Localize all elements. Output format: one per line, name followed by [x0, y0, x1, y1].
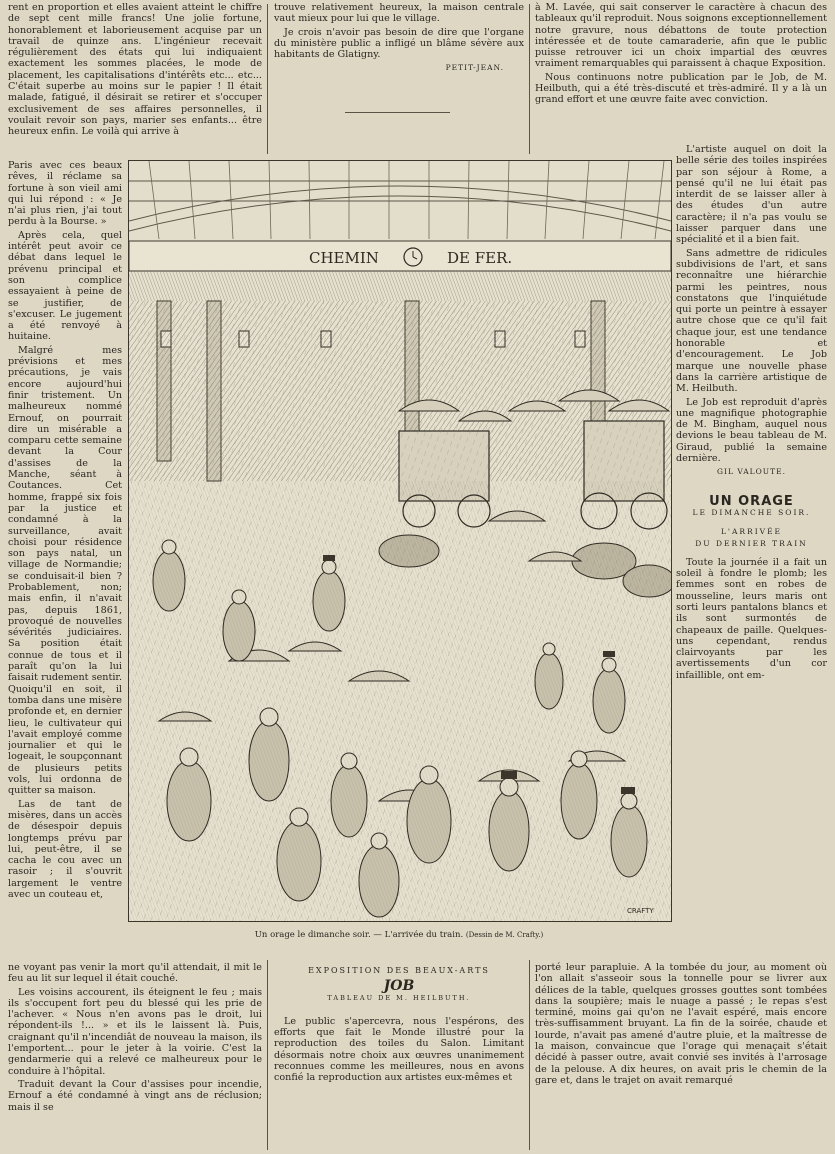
paragraph: Sans admettre de ridicules subdivisions de l'art, et sans reconnaître une hiérarchie parmi les peintres, nous constatons que l'inquiétude qui porte un peintre à essayer autre chose que ce qu'il fait chaque jour, est une tendance honorable et d'encouragement. Le Job marque une nouvelle phase dans la carrière artistique de M. Heilbuth.	[676, 247, 827, 395]
paragraph: ne voyant pas venir la mort qu'il attendait, il mit le feu au lit sur lequel il était couché.	[8, 962, 262, 985]
article-title: JOB	[383, 978, 415, 995]
paragraph: Las de tant de misères, dans un accès de désespoir depuis longtemps prévu par lui, peut-être, il se cacha le cou avec un rasoir ; il s'ouvrit largement le ventre avec un couteau et,	[8, 798, 122, 900]
left-column-narrow	[8, 160, 122, 956]
paragraph: Le Job est reproduit d'après une magnifique photographie de M. Bingham, auquel nous devions le beau tableau de M. Giraud, publié la semaine dernière.	[676, 396, 827, 465]
article-subtitle: L'ARRIVÉE	[720, 527, 783, 537]
illustration-caption	[128, 930, 670, 940]
column-rule-right	[529, 4, 530, 154]
ornament-rule	[345, 112, 450, 113]
station-crowd-engraving	[129, 161, 671, 921]
paragraph: porté leur parapluie. A la tombée du jour, au moment où l'on allait s'asseoir sous la tonnelle pour se livrer aux délices de la table, quelques grosses gouttes sont tombées dans la soupière; mais le nuage a passé ; le repas s'est terminé, moins gai qu'on ne l'avait espéré, mais encore très-suffisamment bruyant. La fin de la soirée, chaude et lourde, n'avait pas amené d'autre pluie, et la maîtresse de la maison, convaincue que l'orage qui menaçait s'était décidé à passer outre, avait convié ses invités à l'arrosage de la pelouse. A dix heures, on avait pris le chemin de la gare et, dans le trajet on avait remarqué	[535, 962, 827, 1086]
sign-text-left: CHEMIN	[309, 249, 379, 267]
paragraph: L'artiste auquel on doit la belle série des toiles inspirées par son séjour à Rome, a pensé qu'il ne lui était pas interdit de se laisser aller à des études d'un autre caractère; il n'a pas voulu se laisser parquer dans une spécialité et il a bien fait.	[676, 144, 827, 246]
article-title: UN ORAGE	[709, 493, 794, 509]
paragraph: Après cela, quel intérêt peut avoir ce débat dans lequel le prévenu principal et son complice essayaient à peine de se justifier, de s'excuser. Le jugement a été renvoyé à huitaine.	[8, 229, 122, 343]
right-column-narrow	[676, 144, 827, 960]
left-column-bottom	[8, 962, 262, 1152]
section-title: EXPOSITION DES BEAUX-ARTS	[308, 966, 490, 975]
signature: PETIT-JEAN.	[445, 63, 504, 73]
column-rule-right-bottom	[529, 960, 530, 1150]
middle-column-top	[274, 2, 524, 122]
right-column-top	[535, 2, 827, 144]
paragraph: Je crois n'avoir pas besoin de dire que l'organe du ministère public a infligé un blâme sévère aux habitants de Glatigny.	[274, 26, 524, 61]
paragraph: Toute la journée il a fait un soleil à fondre le plomb; les femmes sont en robes de mousseline, leurs maris ont sorti leurs pantalons blancs et ils sont surmontés de chapeaux de paille. Quelques-uns cependant, rendus clairvoyants par les avertissements d'un cor infaillible, ont em-	[676, 556, 827, 681]
right-column-bottom	[535, 962, 827, 1150]
sign-text-right: DE FER.	[447, 249, 513, 267]
left-column-top	[8, 2, 262, 158]
article-subtitle: DU DERNIER TRAIN	[695, 538, 808, 548]
paragraph: Les voisins accourent, ils éteignent le feu ; mais ils s'occupent fort peu du blessé qui les prie de l'achever. « Nous n'en avons pas le droit, lui répondent-ils !... » et ils le laissent là. Puis, craignant qu'il n'incendiât de nouveau la maison, ils l'emportent... pour le jeter à la voirie. C'est la gendarmerie qui a relevé ce malheureux pour le conduire à l'hôpital.	[8, 986, 262, 1077]
paragraph: à M. Lavée, qui sait conserver le caractère à chacun des tableaux qu'il reproduit. Nous soignons exceptionnellement notre gravure, nous débattons de toute protection intéressée et de toute camaraderie, afin que le public puisse retrouver ici un choix impartial des œuvres vraiment remarquables qui paraissent à chaque Exposition.	[535, 2, 827, 70]
engraving-illustration	[128, 160, 672, 922]
paragraph: rent en proportion et elles avaient atteint le chiffre de sept cent mille francs! Une jolie fortune, honorablement et laborieusement acquise par un travail de quinze ans. L'ingénieur recevait régulièrement des états qui lui indiquaient exactement les sommes placées, le mode de placement, les capitalisations d'intérêts etc... etc... C'était superbe au moins sur le papier ! Il était malade, fatigué, il désirait se retirer et s'occuper exclusivement de ses affaires personnelles, il voulait revoir son pays, marier ses enfants... être heureux enfin. Le voilà qui arrive à	[8, 2, 262, 138]
middle-column-bottom	[274, 965, 524, 1150]
paragraph: Paris avec ces beaux rêves, il réclame sa fortune à son vieil ami qui lui répond : « Je n'ai plus rien, j'ai tout perdu à la Bourse. »	[8, 160, 122, 228]
paragraph: Le public s'apercevra, nous l'espérons, des efforts que fait le Monde illustré pour la reproduction des toiles du Salon. Limitant désormais notre choix aux œuvres unanimement reconnues comme les meilleures, nous en avons confié la reproduction aux artistes eux-mêmes et	[274, 1015, 524, 1084]
paragraph: Traduit devant la Cour d'assises pour incendie, Ernouf a été condamné à vingt ans de réclusion; mais il se	[8, 1078, 262, 1113]
column-rule-left-bottom	[267, 960, 268, 1150]
caption-credit: (Dessin de M. Crafty.)	[465, 931, 544, 939]
paragraph: Nous continuons notre publication par le Job, de M. Heilbuth, qui a été très-discuté et très-admiré. Il y a là un grand effort et une œuvre faite avec conviction.	[535, 71, 827, 106]
paragraph: trouve relativement heureux, la maison centrale vaut mieux pour lui que le village.	[274, 2, 524, 25]
article-subtitle: TABLEAU DE M. HEILBUTH.	[327, 993, 471, 1002]
article-subtitle: LE DIMANCHE SOIR.	[692, 507, 811, 517]
column-rule-left	[267, 4, 268, 154]
signature: GIL VALOUTE.	[717, 467, 786, 477]
caption-text: Un orage le dimanche soir. — L'arrivée du train.	[254, 930, 464, 940]
engraver-signature: CRAFTY	[627, 907, 654, 915]
paragraph: Malgré mes prévisions et mes précautions, je vais encore aujourd'hui finir tristement. Un malheureux nommé Ernouf, on pourrait dire un misérable a comparu cette semaine devant la Cour d'assises de la Manche, séant à Coutances. Cet homme, frappé six fois par la justice et condamné à la surveillance, avait choisi pour résidence son pays natal, un village de Normandie; se conduisait-il bien ? Probablement, non; mais enfin, il n'avait pas, depuis 1861, provoqué de nouvelles sévérités judiciaires. Sa position était connue de tous et il paraît qu'on la lui faisait rudement sentir. Quoiqu'il en soit, il tomba dans une misère profonde et, en dernier lieu, le cultivateur qui l'avait employé comme journalier et qui le logeait, le soupçonnant de plusieurs petits vols, lui ordonna de quitter sa maison.	[8, 344, 122, 797]
